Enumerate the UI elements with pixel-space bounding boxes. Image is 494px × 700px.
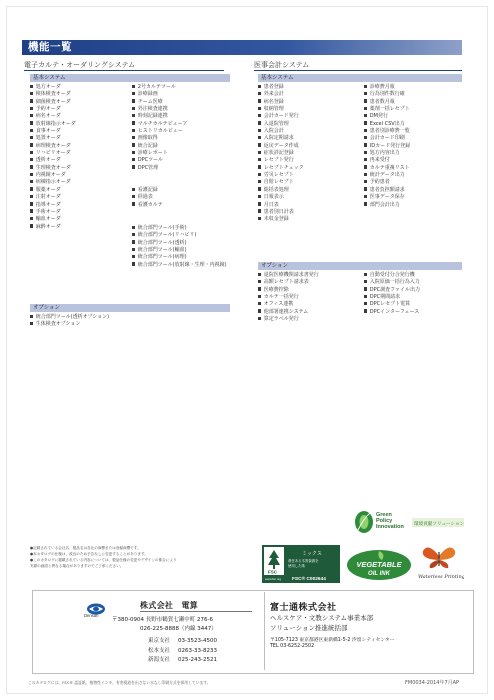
svg-text:OIL INK: OIL INK [368, 571, 390, 577]
list-item: 統計データ出力 [364, 172, 410, 179]
densan-logo-text: Densan [84, 613, 99, 618]
list-item: 診療録画 [132, 91, 187, 98]
list-item: 統合部門ツール(放射線・生理・内視鏡) [132, 262, 227, 269]
list-item: 会計カード印刷 [364, 135, 410, 142]
vendor-divider [264, 592, 265, 670]
list-item: 算定ラベル発行 [258, 316, 319, 323]
list-item: DPCレセプト電算 [364, 301, 420, 308]
list-item: 看護カルテ [132, 202, 163, 209]
list-item: 検体検査オーダ [30, 91, 76, 98]
list-item: 処方内容出力 [364, 150, 410, 157]
accounting-option-band [258, 262, 462, 270]
list-item: 麻酔オーダ [30, 224, 76, 231]
list-item: 月日表 [258, 202, 304, 209]
list-item: 患者別診療費一覧 [364, 128, 410, 135]
list-item: 予約患者 [364, 179, 410, 186]
branch-row: 松本支社 0263-33-8233 [148, 647, 217, 654]
svg-text:Waterless Printing: Waterless Printing [418, 574, 464, 580]
list-item: 看護記録 [132, 187, 163, 194]
list-item: 自動受付分合発行機 [364, 272, 420, 279]
fujitsu-dept-1: ヘルスケア・文教システム事業本部 [270, 614, 374, 622]
accounting-basic-band [258, 74, 462, 82]
list-item: 指導オーダ [30, 202, 76, 209]
page-title-bar [22, 40, 462, 55]
ehr-basic-band [30, 74, 230, 82]
footnote-3: ●このカタログに掲載されている内容については、製品仕様の変更やデザインの都合により [30, 558, 177, 562]
ehr-option-band [30, 304, 230, 312]
list-item: 病理検査オーダ [30, 143, 76, 150]
printing-disclaimer: このカタログには、FSC® 認証紙、植物性インキ、有害廃液を出さない水なし印刷方式を採用しています。 [28, 680, 211, 685]
fujitsu-dept-2: ソリューション推進統括部 [270, 624, 348, 632]
list-item: 再来受付 [364, 157, 410, 164]
list-item: DPC期間請求 [364, 294, 420, 301]
list-item: チーム医療 [132, 99, 187, 106]
list-item: レセプトチェック [258, 165, 304, 172]
list-item: 放射線指示オーダ [30, 121, 76, 128]
densan-company-name: 株式会社 電算 [140, 600, 252, 612]
list-item: 生体検査オプション [30, 321, 109, 328]
list-item: 診療費月報 [364, 84, 410, 91]
list-item: 医療費控除 [258, 287, 319, 294]
list-item: 収納管理 [258, 106, 304, 113]
list-item: カルテ一括発行 [258, 294, 319, 301]
list-item: 経過表 [132, 194, 163, 201]
svg-text:Policy: Policy [376, 518, 393, 524]
list-item: 患者負担額請求 [364, 187, 410, 194]
accounting-basic-list-1 [258, 84, 304, 224]
list-item: 統合部門ツール(リハビリ) [132, 232, 227, 239]
list-item: 他部署連携システム [258, 309, 319, 316]
list-item: 部門会計出力 [364, 202, 410, 209]
fsc-logo [262, 545, 340, 583]
green-policy-logo [352, 508, 464, 536]
svg-text:使用した紙: 使用した紙 [288, 564, 305, 568]
list-item: DPC管理 [132, 165, 187, 172]
butterfly-icon [423, 547, 455, 568]
list-item: 予約オーダ [30, 106, 76, 113]
list-item: 行為別件数行確 [364, 91, 410, 98]
svg-text:FSC: FSC [268, 569, 277, 575]
list-item: マルチカルテビューア [132, 121, 187, 128]
list-item: 高額レセプト請求表 [258, 279, 319, 286]
list-item: 時刻記録連携 [132, 113, 187, 120]
list-item: 入院原価一括行為入力 [364, 279, 420, 286]
svg-text:Green: Green [376, 512, 392, 518]
list-item: DM発行 [364, 113, 410, 120]
ehr-basic-label: 基本システム [33, 75, 66, 81]
list-item: ヒストリカルビュー [132, 128, 187, 135]
svg-text:FSC® C002644: FSC® C002644 [292, 577, 326, 582]
green-leaf-icon [355, 511, 373, 533]
list-item: 診療レポート [132, 150, 187, 157]
list-item: 日報表示 [258, 194, 304, 201]
list-item: 退院医療機関請求書発行 [258, 272, 319, 279]
accounting-option-label: オプション [261, 263, 289, 269]
fujitsu-address: 〒105-7123 東京都港区東新橋1-5-2 汐留シティセンター [270, 638, 395, 643]
ehr-tools-list [132, 84, 187, 172]
list-item: 医事データ保存 [364, 194, 410, 201]
footnotes [30, 545, 230, 569]
list-item: 入院定期請求 [258, 135, 304, 142]
ehr-option-label: オプション [33, 305, 61, 311]
list-item: カルテ重複リスト [364, 165, 410, 172]
list-item: 統合記録 [132, 143, 187, 150]
branch-list [148, 637, 217, 666]
list-item: 外来会計 [258, 91, 304, 98]
list-item: 注射オーダ [30, 194, 76, 201]
list-item: Excel CSV出力 [364, 121, 410, 128]
list-item: リハビリオーダ [30, 150, 76, 157]
list-item: 輸血オーダ [30, 216, 76, 223]
list-item: レセプト発行 [258, 157, 304, 164]
list-item: 患者数月報 [364, 99, 410, 106]
list-item: 統合部門ツール(透析オプション) [30, 314, 109, 321]
list-item: 透析オーダ [30, 157, 76, 164]
fujitsu-tel: TEL 03-6252-2502 [270, 644, 315, 649]
branch-row: 新潟支社 025-243-2521 [148, 657, 217, 663]
list-item: 処方オーダ [30, 84, 76, 91]
accounting-option-list-1 [258, 272, 319, 323]
footnote-2: ●本カタログの仕様は、改良のため予告なしに変更することがあります。 [30, 552, 148, 556]
ehr-nursing-list [132, 187, 163, 209]
list-item: IDカード発行登録 [364, 143, 410, 150]
list-item: 2号カルテツール [132, 84, 187, 91]
list-item: 統合部門ツール(手術) [132, 225, 227, 232]
list-item: オフィス連携 [258, 301, 319, 308]
ehr-section-title: 電子カルテ・オーダリングシステム [24, 60, 224, 71]
vegetable-oil-ink-logo [346, 549, 412, 581]
svg-text:www.fsc.org: www.fsc.org [265, 577, 282, 581]
footnote-1: ●記載されている会社名、製品名は各社の商標または登録商標です。 [30, 546, 141, 550]
list-item: 手術オーダ [30, 209, 76, 216]
list-item: 症状詳記登録 [258, 150, 304, 157]
list-item: 自賠レセプト [258, 179, 304, 186]
waterless-printing-logo [414, 540, 464, 585]
list-item: 外注検査連携 [132, 106, 187, 113]
list-item: 統合部門ツール(病理) [132, 254, 227, 261]
list-item: 未収金登録 [258, 216, 304, 223]
list-item: DPCインターフェース [364, 309, 420, 316]
list-item: 服薬オーダ [30, 187, 76, 194]
list-item: 病名登録 [258, 99, 304, 106]
accounting-option-list-2 [364, 272, 420, 316]
svg-text:VEGETABLE: VEGETABLE [356, 560, 402, 569]
ehr-department-list [132, 225, 227, 269]
list-item: 会計カード発行 [258, 113, 304, 120]
list-item: 生理検査オーダ [30, 165, 76, 172]
footnote-4: 実際の画面と異なる場合がありますのでご了承ください。 [30, 564, 124, 568]
list-item: 入退院管理 [258, 121, 304, 128]
ehr-order-list [30, 84, 76, 231]
list-item: 病名オーダ [30, 113, 76, 120]
list-item: 患者別日計表 [258, 209, 304, 216]
list-item: 患者登録 [258, 84, 304, 91]
accounting-basic-list-2 [364, 84, 410, 209]
list-item: 細菌検査オーダ [30, 99, 76, 106]
list-item: 統合部門ツール(輸血) [132, 247, 227, 254]
ehr-option-list [30, 314, 109, 329]
svg-text:責任ある木質資源を: 責任ある木質資源を [288, 559, 319, 563]
svg-text:Innovation: Innovation [376, 524, 404, 530]
list-item: DPCツール [132, 157, 187, 164]
branch-row: 東京支社 03-3523-4500 [148, 638, 217, 644]
fujitsu-company-name: 富士通株式会社 [270, 603, 337, 613]
list-item: 食事オーダ [30, 128, 76, 135]
svg-text:ミックス: ミックス [302, 551, 322, 557]
list-item: 統合部門ツール(透析) [132, 240, 227, 247]
densan-phone: 026-225-8888（内線 3447） [140, 626, 217, 632]
list-item: 入院会計 [258, 128, 304, 135]
list-item: DPC調査ファイル出力 [364, 287, 420, 294]
list-item: 内視鏡オーダ [30, 172, 76, 179]
densan-logo-mark [86, 600, 106, 612]
list-item: 返戻データ作成 [258, 143, 304, 150]
page-title: 機能一覧 [28, 41, 72, 53]
list-item: 総括表処理 [258, 187, 304, 194]
accounting-basic-label: 基本システム [261, 75, 294, 81]
list-item: 処置オーダ [30, 135, 76, 142]
accounting-section-title: 医事会計システム [254, 60, 462, 71]
document-number: FM0034-2014年7月AP [405, 680, 460, 686]
list-item: 薬剤一括レセプト [364, 106, 410, 113]
list-item: 画像取得 [132, 135, 187, 142]
svg-text:環境貢献ソリューション: 環境貢献ソリューション [414, 521, 464, 527]
densan-address: 〒380-0904 長野市鶴賀七瀬中町 276-6 [112, 617, 213, 623]
list-item: 労災レセプト [258, 172, 304, 179]
list-item: 病棟指示オーダ [30, 179, 76, 186]
